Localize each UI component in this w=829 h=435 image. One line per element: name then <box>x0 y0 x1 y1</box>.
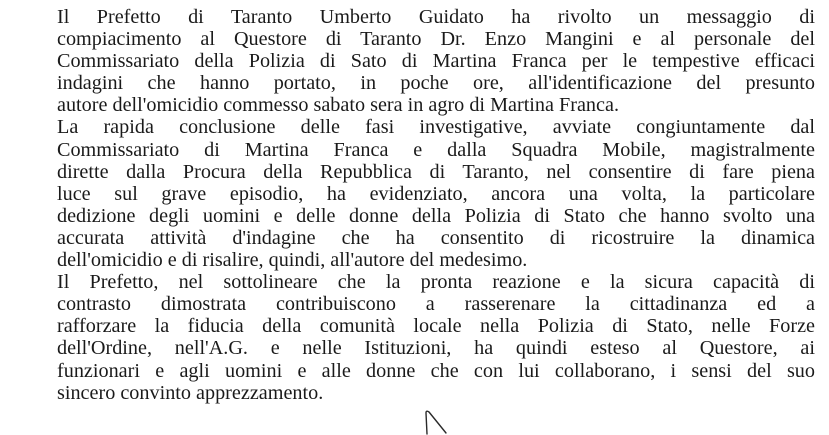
text-line: Il Prefetto, nel sottolineare che la pronta reazione e la sicura capacità di <box>57 271 815 294</box>
text-line: compiacimento al Questore di Taranto Dr. Enzo Mangini e al personale del <box>57 28 815 51</box>
text-line: sincero convinto apprezzamento. <box>57 381 324 404</box>
paragraph-3 <box>57 271 815 404</box>
text-line: luce sul grave episodio, ha evidenziato, ancora una volta, la particolare <box>57 182 815 205</box>
text-line: dell'Ordine, nell'A.G. e nelle Istituzioni, ha quindi esteso al Questore, ai <box>57 337 815 360</box>
document-body <box>57 6 815 404</box>
paragraph-2 <box>57 116 815 271</box>
text-line: Commissariato di Martina Franca e dalla Squadra Mobile, magistralmente <box>57 138 815 161</box>
text-line: dedizione degli uomini e delle donne della Polizia di Stato che hanno svolto una <box>57 204 815 227</box>
handwritten-stroke-icon <box>424 409 454 435</box>
text-line: Il Prefetto di Taranto Umberto Guidato ha rivolto un messaggio di <box>57 6 815 28</box>
paragraph-1 <box>57 6 815 116</box>
text-line: funzionari e agli uomini e alle donne che con lui collaborano, i sensi del suo <box>57 359 815 382</box>
text-line: indagini che hanno portato, in poche ore, all'identificazione del presunto <box>57 72 815 95</box>
text-line: rafforzare la fiducia della comunità locale nella Polizia di Stato, nelle Forze <box>57 315 815 338</box>
text-line: contrasto dimostrata contribuiscono a rasserenare la cittadinanza ed a <box>57 293 815 316</box>
text-line: accurata attività d'indagine che ha consentito di ricostruire la dinamica <box>57 226 815 249</box>
text-line: La rapida conclusione delle fasi investigative, avviate congiuntamente dal <box>57 116 815 139</box>
text-line: autore dell'omicidio commesso sabato sera in agro di Martina Franca. <box>57 94 619 117</box>
text-line: Commissariato della Polizia di Sato di Martina Franca per le tempestive efficaci <box>57 50 815 73</box>
text-line: dirette dalla Procura della Repubblica di Taranto, nel consentire di fare piena <box>57 160 815 183</box>
text-line: dell'omicidio e di risalire, quindi, all'autore del medesimo. <box>57 249 528 272</box>
